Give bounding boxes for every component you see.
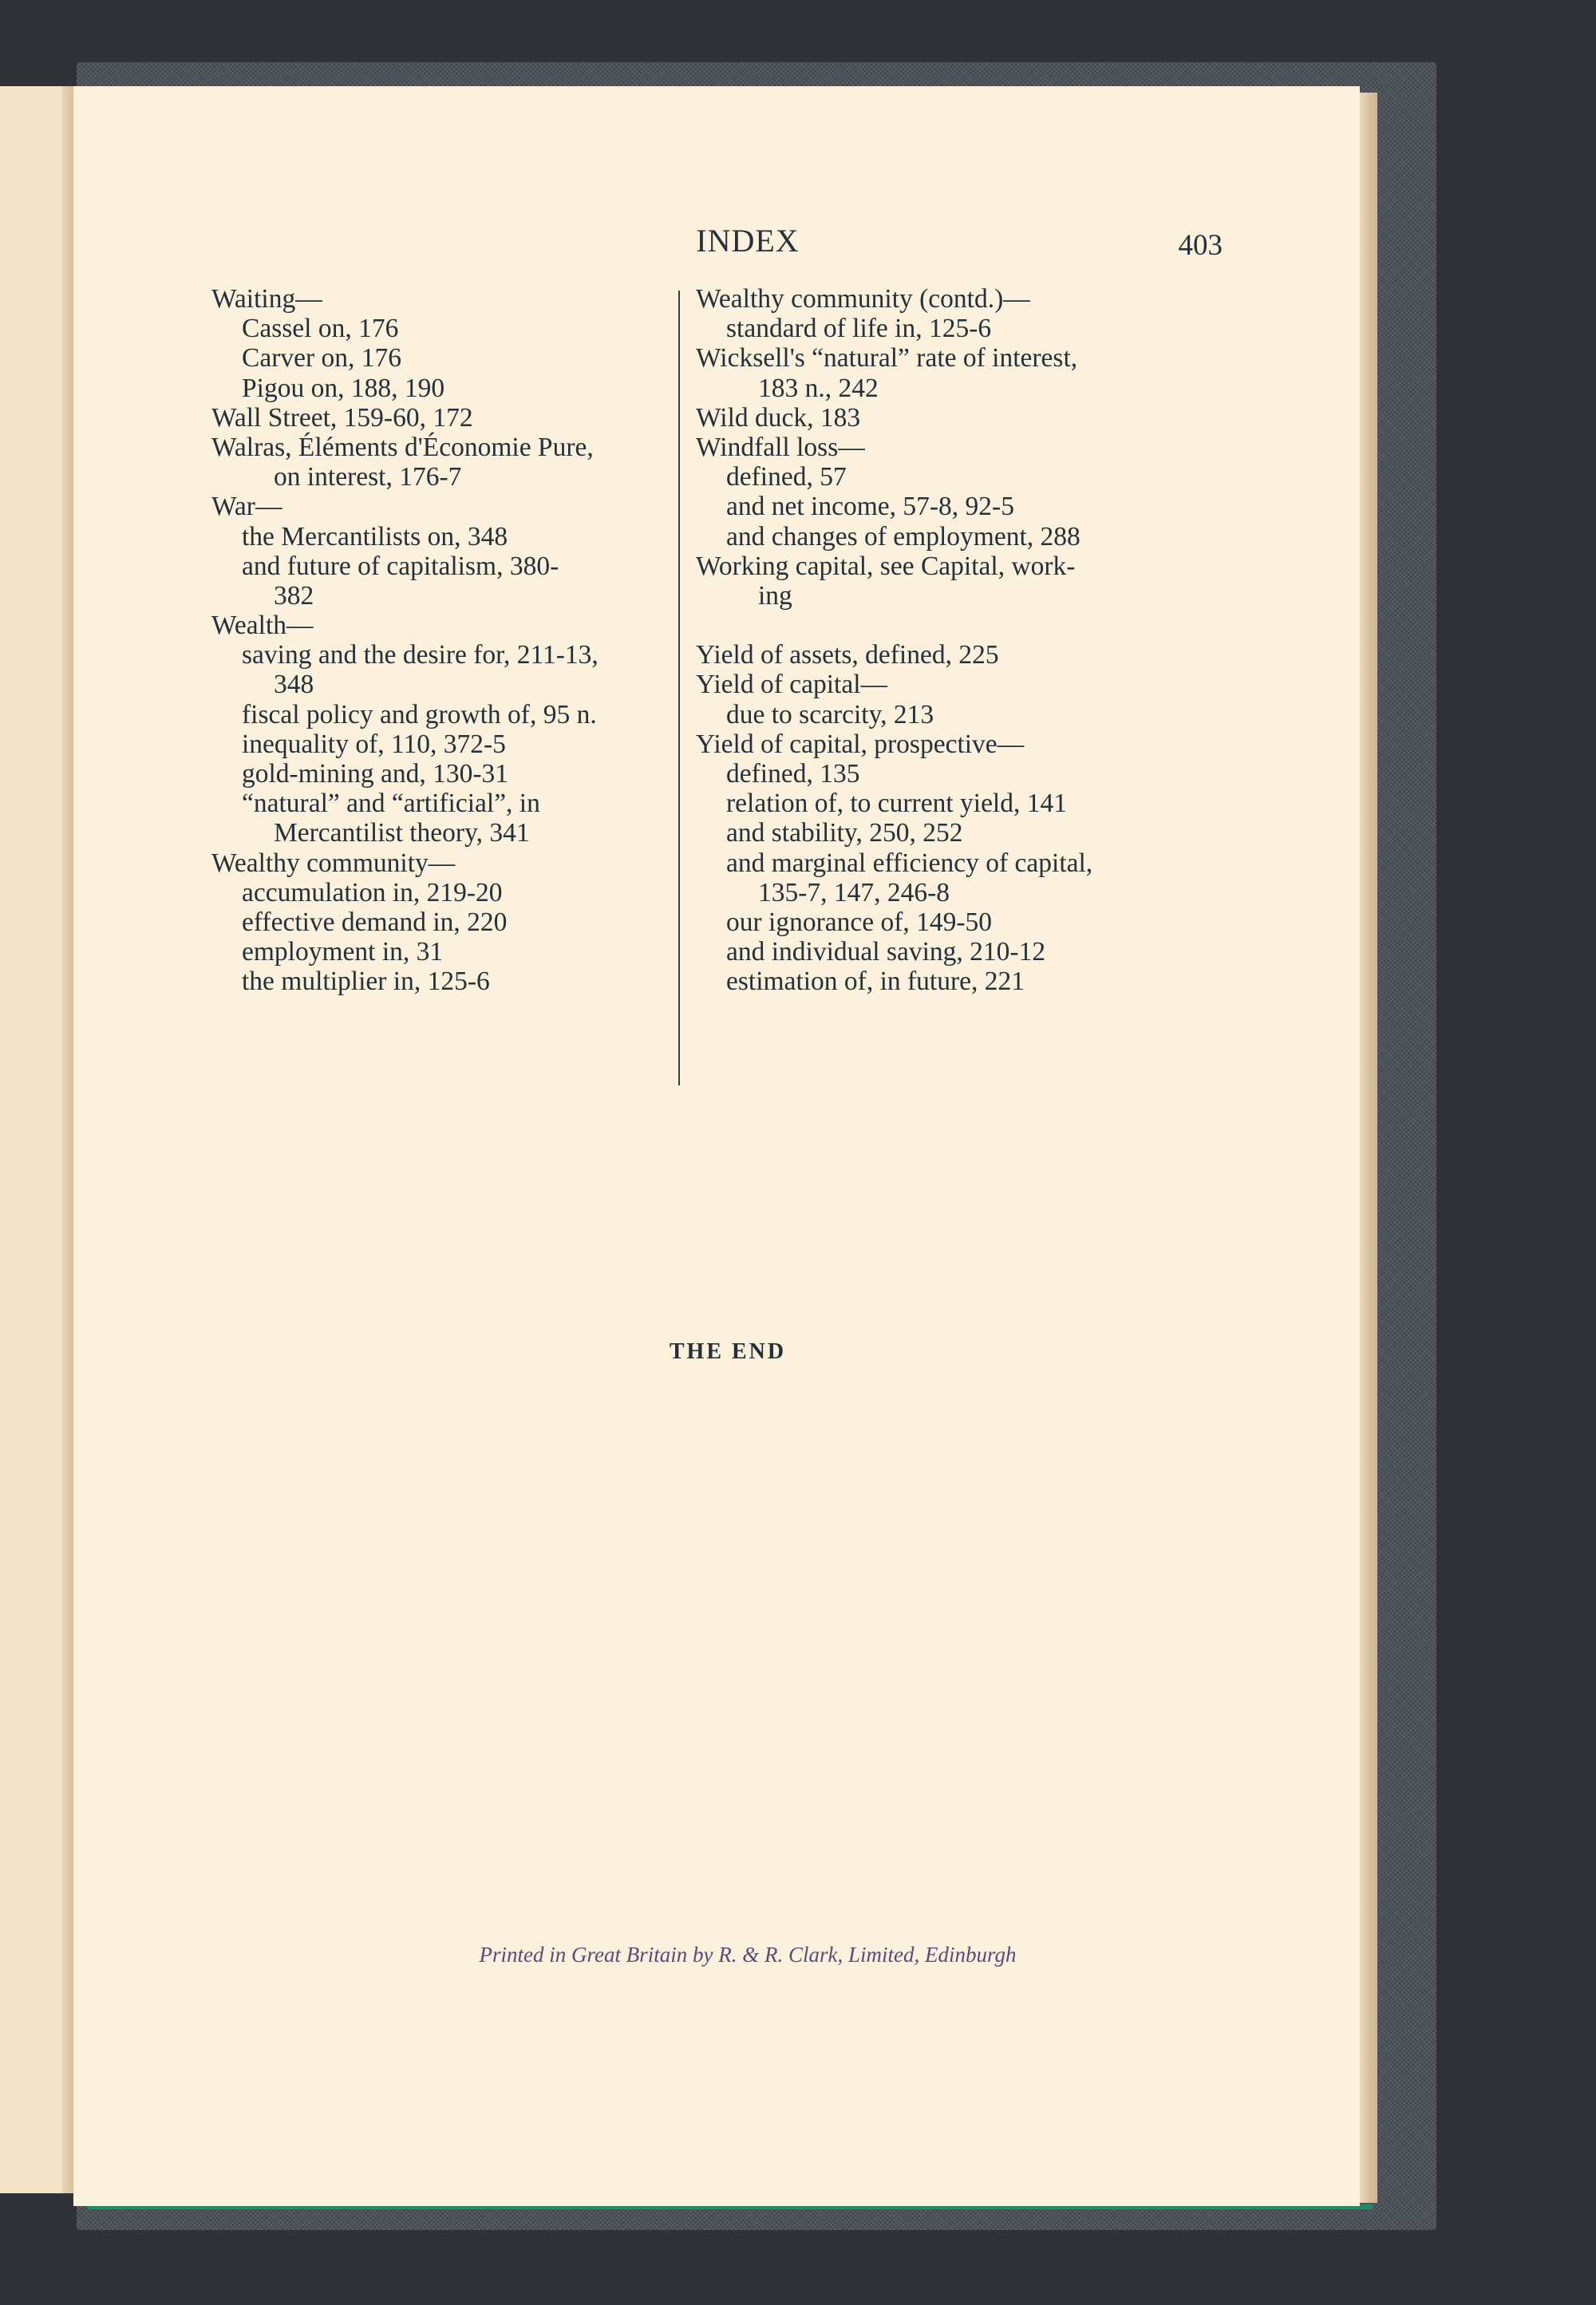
index-column-left: [211, 284, 730, 997]
index-subentry: ing: [758, 580, 792, 611]
index-subentry: gold-mining and, 130-31: [242, 759, 509, 789]
printer-imprint: Printed in Great Britain by R. & R. Clark, Limited, Edinburgh: [479, 1943, 1017, 1967]
index-subentry: saving and the desire for, 211-13,: [242, 640, 598, 670]
book-gutter: [62, 86, 73, 2193]
index-subentry: Pigou on, 188, 190: [242, 373, 445, 403]
index-subentry: and changes of employment, 288: [726, 521, 1080, 552]
index-entry: Waiting—: [211, 284, 322, 314]
index-column-right: [696, 284, 1223, 997]
index-entry: Yield of capital, prospective—: [696, 729, 1025, 759]
index-entry: Yield of capital—: [696, 670, 888, 700]
index-subentry: and stability, 250, 252: [726, 818, 963, 848]
index-subentry: standard of life in, 125-6: [726, 314, 992, 344]
index-subentry: and marginal efficiency of capital,: [726, 848, 1093, 878]
index-page: [73, 86, 1360, 2206]
index-entry: Wall Street, 159-60, 172: [211, 402, 473, 433]
page-title: INDEX: [696, 223, 800, 259]
index-subentry: our ignorance of, 149-50: [726, 907, 993, 937]
end-text: THE END: [669, 1339, 787, 1364]
index-entry: Wealth—: [211, 611, 314, 641]
left-page-edge: [0, 86, 72, 2193]
index-entry: Wealthy community (contd.)—: [696, 284, 1030, 314]
index-subentry: estimation of, in future, 221: [726, 967, 1025, 997]
index-entry: Yield of assets, defined, 225: [696, 640, 999, 670]
index-entry: Windfall loss—: [696, 432, 865, 462]
index-subentry: defined, 135: [726, 759, 860, 789]
index-subentry: relation of, to current yield, 141: [726, 789, 1067, 819]
index-entry: Wicksell's “natural” rate of interest,: [696, 343, 1078, 374]
index-subentry: the multiplier in, 125-6: [242, 967, 490, 997]
index-entry: Walras, Éléments d'Économie Pure,: [211, 432, 594, 462]
index-subentry: and future of capitalism, 380-: [242, 551, 559, 581]
index-subentry: 348: [274, 670, 314, 700]
index-subentry: “natural” and “artificial”, in: [242, 789, 540, 819]
index-subentry: employment in, 31: [242, 937, 444, 967]
index-subentry: Mercantilist theory, 341: [274, 818, 530, 848]
index-entry: Working capital, see Capital, work-: [696, 551, 1076, 581]
page-number: 403: [1178, 229, 1223, 262]
index-entry: Wealthy community—: [211, 848, 456, 878]
index-subentry: due to scarcity, 213: [726, 699, 934, 729]
index-subentry: inequality of, 110, 372-5: [242, 729, 506, 759]
index-subentry: the Mercantilists on, 348: [242, 521, 508, 552]
index-spacer: [696, 611, 1223, 640]
index-subentry: 183 n., 242: [758, 373, 879, 403]
column-divider: [678, 291, 680, 1085]
index-subentry: 382: [274, 580, 314, 611]
index-entry: Wild duck, 183: [696, 402, 861, 433]
index-subentry: fiscal policy and growth of, 95 n.: [242, 699, 597, 729]
index-subentry: defined, 57: [726, 462, 847, 492]
index-subentry: and net income, 57-8, 92-5: [726, 492, 1014, 522]
index-subentry: on interest, 176-7: [274, 462, 462, 492]
index-subentry: accumulation in, 219-20: [242, 877, 503, 907]
index-subentry: 135-7, 147, 246-8: [758, 877, 950, 907]
index-subentry: Carver on, 176: [242, 343, 402, 374]
index-entry: War—: [211, 492, 282, 522]
index-subentry: and individual saving, 210-12: [726, 937, 1046, 967]
index-subentry: effective demand in, 220: [242, 907, 508, 937]
index-subentry: Cassel on, 176: [242, 314, 399, 344]
